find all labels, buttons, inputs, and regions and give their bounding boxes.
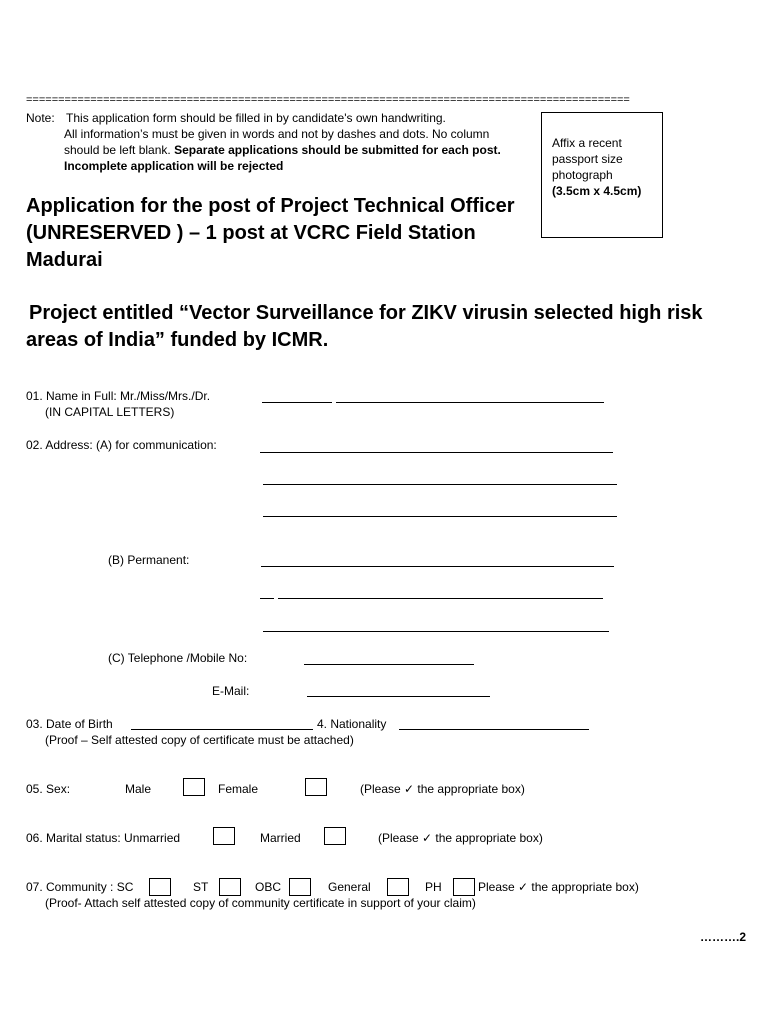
sc-checkbox[interactable] xyxy=(149,878,171,896)
married-checkbox[interactable] xyxy=(324,827,346,845)
female-label: Female xyxy=(218,782,259,796)
male-checkbox[interactable] xyxy=(183,778,205,796)
name-field-2[interactable] xyxy=(336,402,604,403)
email-label: E-Mail: xyxy=(212,684,250,698)
note-line-3-bold: Separate applications should be submitted for each post. xyxy=(174,143,501,157)
note-block xyxy=(26,110,536,174)
permanent-label: (B) Permanent: xyxy=(108,553,190,567)
name-field-1[interactable] xyxy=(262,402,332,403)
note-line-1: This application form should be filled in by candidate's own handwriting. xyxy=(66,111,446,125)
obc-checkbox[interactable] xyxy=(289,878,311,896)
dob-field[interactable] xyxy=(131,729,313,730)
st-label: ST xyxy=(193,880,209,894)
community-label: 07. Community : SC xyxy=(26,880,134,894)
ph-checkbox[interactable] xyxy=(453,878,475,896)
note-line-2: All information’s must be given in words and not by dashes and dots. No column xyxy=(64,127,490,141)
telephone-field[interactable] xyxy=(304,664,474,665)
general-label: General xyxy=(328,880,371,894)
title-line-3: Madurai xyxy=(26,249,103,271)
project-heading xyxy=(26,300,746,354)
address-label: 02. Address: (A) for communication: xyxy=(26,438,217,452)
separator-rule: ============================================================================================== xyxy=(26,94,630,106)
telephone-label: (C) Telephone /Mobile No: xyxy=(108,651,248,665)
community-proof-note: (Proof- Attach self attested copy of community certificate in support of your claim) xyxy=(45,896,476,910)
address-permanent-line-2b[interactable] xyxy=(278,598,603,599)
title-line-2: (UNRESERVED ) – 1 post at VCRC Field Station xyxy=(26,222,476,244)
dob-proof-note: (Proof – Self attested copy of certificate must be attached) xyxy=(45,733,354,747)
note-label: Note: xyxy=(26,111,55,125)
address-permanent-line-3[interactable] xyxy=(263,631,609,632)
note-line-3 xyxy=(26,142,536,158)
community-tick-note: Please ✓ the appropriate box) xyxy=(478,880,639,894)
marital-tick-note: (Please ✓ the appropriate box) xyxy=(378,831,543,845)
name-label: 01. Name in Full: Mr./Miss/Mrs./Dr. xyxy=(26,389,211,403)
name-sublabel: (IN CAPITAL LETTERS) xyxy=(45,405,175,419)
nationality-label: 4. Nationality xyxy=(317,717,387,731)
photo-line-4: (3.5cm x 4.5cm) xyxy=(552,184,642,198)
project-line-2: areas of India” funded by ICMR. xyxy=(26,329,329,351)
email-field[interactable] xyxy=(307,696,490,697)
obc-label: OBC xyxy=(255,880,282,894)
ph-label: PH xyxy=(425,880,442,894)
marital-label: 06. Marital status: Unmarried xyxy=(26,831,181,845)
nationality-field[interactable] xyxy=(399,729,589,730)
address-permanent-line-1[interactable] xyxy=(261,566,614,567)
address-permanent-line-2a[interactable] xyxy=(260,598,274,599)
sex-label: 05. Sex: xyxy=(26,782,71,796)
note-line-3-plain: should be left blank. xyxy=(64,143,171,157)
photo-line-1: Affix a recent xyxy=(552,136,622,150)
page-number: ……….2 xyxy=(700,930,747,944)
photo-box[interactable] xyxy=(541,112,663,238)
married-label: Married xyxy=(260,831,301,845)
general-checkbox[interactable] xyxy=(387,878,409,896)
address-communication-line-1[interactable] xyxy=(260,452,613,453)
note-line-4: Incomplete application will be rejected xyxy=(64,159,284,173)
address-communication-line-3[interactable] xyxy=(263,516,617,517)
male-label: Male xyxy=(125,782,152,796)
project-line-1: Project entitled “Vector Surveillance for ZIKV virusin selected high risk xyxy=(29,302,703,324)
female-checkbox[interactable] xyxy=(305,778,327,796)
photo-line-2: passport size xyxy=(552,152,623,166)
page-title xyxy=(26,193,546,274)
unmarried-checkbox[interactable] xyxy=(213,827,235,845)
sex-tick-note: (Please ✓ the appropriate box) xyxy=(360,782,525,796)
title-line-1: Application for the post of Project Technical Officer xyxy=(26,195,515,217)
st-checkbox[interactable] xyxy=(219,878,241,896)
dob-label: 03. Date of Birth xyxy=(26,717,113,731)
photo-line-3: photograph xyxy=(552,168,613,182)
address-communication-line-2[interactable] xyxy=(263,484,617,485)
